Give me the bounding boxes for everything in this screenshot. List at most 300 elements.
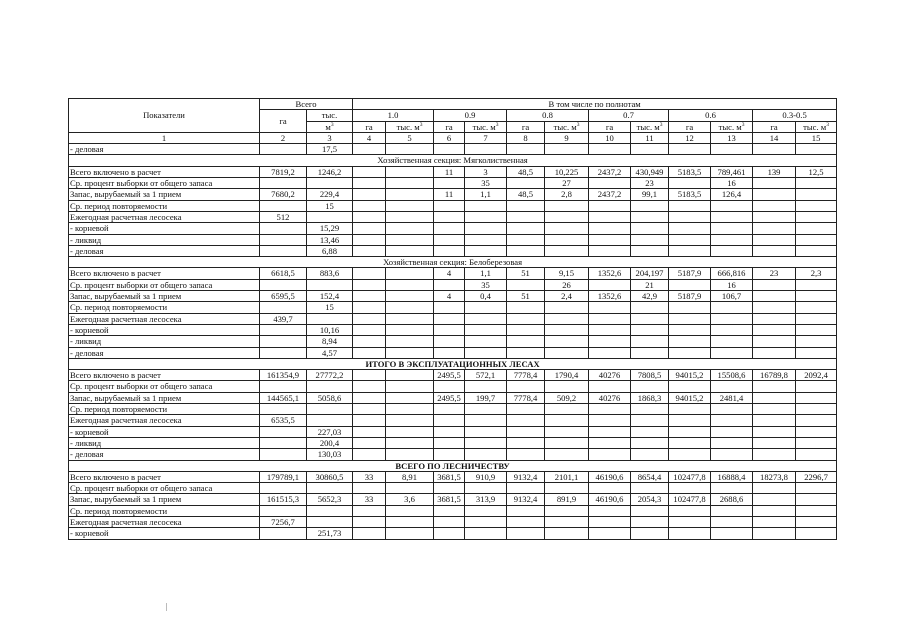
table-cell: 430,949 <box>631 166 669 177</box>
table-cell <box>753 178 796 189</box>
table-cell <box>545 347 589 358</box>
table-cell: 1246,2 <box>307 166 353 177</box>
table-cell <box>631 437 669 448</box>
table-row <box>69 291 837 302</box>
table-cell <box>669 313 711 324</box>
table-cell <box>545 483 589 494</box>
table-cell: 2092,4 <box>796 370 837 381</box>
table-cell <box>545 313 589 324</box>
table-cell <box>307 313 353 324</box>
table-cell <box>434 426 465 437</box>
table-cell <box>711 437 753 448</box>
table-cell <box>669 347 711 358</box>
row-label: Всего включено в расчет <box>69 268 260 279</box>
row-label: - корневой <box>69 528 260 539</box>
table-cell <box>353 404 386 415</box>
table-cell <box>796 505 837 516</box>
table-cell: 16 <box>711 279 753 290</box>
table-cell <box>631 449 669 460</box>
table-cell <box>353 200 386 211</box>
table-cell: 21 <box>631 279 669 290</box>
unit-ha-1: га <box>353 121 386 132</box>
table-cell <box>753 516 796 527</box>
table-cell <box>631 313 669 324</box>
table-cell <box>353 178 386 189</box>
table-cell <box>434 505 465 516</box>
table-cell <box>753 404 796 415</box>
table-cell: 15 <box>307 302 353 313</box>
table-cell <box>796 223 837 234</box>
table-cell <box>545 404 589 415</box>
table-cell <box>589 302 631 313</box>
table-row <box>69 223 837 234</box>
table-cell <box>669 336 711 347</box>
table-cell <box>545 449 589 460</box>
table-cell <box>386 483 434 494</box>
table-cell: 1352,6 <box>589 268 631 279</box>
table-cell <box>669 178 711 189</box>
table-cell: 2296,7 <box>796 471 837 482</box>
table-cell <box>545 211 589 222</box>
column-number: 5 <box>386 132 434 143</box>
unit-ha-3: га <box>507 121 545 132</box>
row-label: Запас, вырубаемый за 1 прием <box>69 189 260 200</box>
table-cell <box>669 144 711 155</box>
table-cell: 42,9 <box>631 291 669 302</box>
table-cell: 2054,3 <box>631 494 669 505</box>
table-cell: 5187,9 <box>669 268 711 279</box>
section-row <box>69 358 837 369</box>
table-cell: 891,9 <box>545 494 589 505</box>
table-cell <box>353 245 386 256</box>
table-cell <box>434 347 465 358</box>
table-cell <box>434 449 465 460</box>
table-cell <box>545 223 589 234</box>
table-cell <box>631 528 669 539</box>
table-cell <box>753 324 796 335</box>
table-cell <box>353 347 386 358</box>
table-cell <box>796 291 837 302</box>
table-cell <box>589 347 631 358</box>
table-cell: 94015,2 <box>669 370 711 381</box>
table-cell <box>434 381 465 392</box>
table-cell <box>589 245 631 256</box>
table-cell <box>711 223 753 234</box>
section-row <box>69 257 837 268</box>
table-cell: 1,1 <box>465 189 507 200</box>
table-cell <box>753 223 796 234</box>
table-cell: 15 <box>307 200 353 211</box>
table-cell <box>434 223 465 234</box>
table-cell <box>711 528 753 539</box>
table-cell <box>434 302 465 313</box>
table-cell <box>589 144 631 155</box>
table-cell: 102477,8 <box>669 471 711 482</box>
table-cell <box>260 426 307 437</box>
table-cell <box>631 324 669 335</box>
table-cell: 2688,6 <box>711 494 753 505</box>
table-cell <box>669 324 711 335</box>
table-cell: 48,5 <box>507 189 545 200</box>
table-cell <box>669 449 711 460</box>
header-density-4: 0.7 <box>589 110 669 121</box>
table-cell <box>386 211 434 222</box>
table-cell <box>669 381 711 392</box>
table-cell <box>434 144 465 155</box>
table-cell: 509,2 <box>545 392 589 403</box>
header-density-1: 1.0 <box>353 110 434 121</box>
table-cell <box>507 245 545 256</box>
table-cell <box>711 313 753 324</box>
table-cell <box>796 234 837 245</box>
table-cell <box>589 516 631 527</box>
table-cell <box>353 505 386 516</box>
table-cell <box>753 426 796 437</box>
table-cell <box>386 347 434 358</box>
table-cell <box>386 200 434 211</box>
table-cell: 6,88 <box>307 245 353 256</box>
table-row <box>69 211 837 222</box>
table-row <box>69 426 837 437</box>
row-label: - деловая <box>69 449 260 460</box>
table-cell <box>353 381 386 392</box>
table-cell: 3,6 <box>386 494 434 505</box>
table-cell <box>753 528 796 539</box>
table-cell: 40276 <box>589 370 631 381</box>
table-row <box>69 370 837 381</box>
table-cell <box>434 200 465 211</box>
table-cell: 12,5 <box>796 166 837 177</box>
unit-ha-5: га <box>669 121 711 132</box>
table-cell <box>307 279 353 290</box>
table-cell <box>796 516 837 527</box>
table-cell <box>796 415 837 426</box>
table-row <box>69 313 837 324</box>
table-cell: 6535,5 <box>260 415 307 426</box>
table-cell <box>753 381 796 392</box>
column-number: 15 <box>796 132 837 143</box>
table-cell: 0,4 <box>465 291 507 302</box>
table-cell <box>589 178 631 189</box>
table-cell <box>465 483 507 494</box>
table-cell <box>796 528 837 539</box>
table-cell <box>260 178 307 189</box>
table-cell <box>711 381 753 392</box>
column-number: 8 <box>507 132 545 143</box>
table-cell <box>711 426 753 437</box>
table-cell <box>669 279 711 290</box>
table-cell <box>353 483 386 494</box>
table-cell: 26 <box>545 279 589 290</box>
table-cell <box>386 449 434 460</box>
table-cell <box>465 516 507 527</box>
table-cell <box>353 268 386 279</box>
table-cell <box>386 381 434 392</box>
row-label: Ежегодная расчетная лесосека <box>69 415 260 426</box>
table-cell: 106,7 <box>711 291 753 302</box>
table-cell: 13,46 <box>307 234 353 245</box>
table-cell <box>465 302 507 313</box>
table-cell: 161515,3 <box>260 494 307 505</box>
table-cell <box>545 528 589 539</box>
table-cell <box>669 223 711 234</box>
table-cell: 3681,5 <box>434 471 465 482</box>
table-cell <box>753 189 796 200</box>
table-cell <box>260 223 307 234</box>
table-cell <box>434 336 465 347</box>
table-cell <box>260 449 307 460</box>
table-cell: 11 <box>434 189 465 200</box>
table-cell: 2481,4 <box>711 392 753 403</box>
header-density-5: 0.6 <box>669 110 753 121</box>
table-cell <box>669 302 711 313</box>
table-cell <box>507 437 545 448</box>
table-cell: 10,225 <box>545 166 589 177</box>
table-cell <box>507 279 545 290</box>
page-mark <box>166 603 170 611</box>
table-cell <box>465 404 507 415</box>
table-cell: 11 <box>434 166 465 177</box>
table-cell <box>631 426 669 437</box>
row-label: Ср. период повторяемости <box>69 505 260 516</box>
table-cell <box>465 200 507 211</box>
table-cell: 15508,6 <box>711 370 753 381</box>
table-cell <box>631 483 669 494</box>
table-cell <box>545 144 589 155</box>
table-cell <box>434 211 465 222</box>
table-cell: 16789,8 <box>753 370 796 381</box>
table-cell <box>465 347 507 358</box>
table-row <box>69 415 837 426</box>
table-cell <box>386 223 434 234</box>
table-cell <box>631 516 669 527</box>
table-cell: 33 <box>353 494 386 505</box>
table-cell <box>386 166 434 177</box>
table-cell <box>796 302 837 313</box>
table-cell: 199,7 <box>465 392 507 403</box>
table-cell: 666,816 <box>711 268 753 279</box>
table-cell: 2,4 <box>545 291 589 302</box>
table-cell <box>711 347 753 358</box>
table-cell: 2,8 <box>545 189 589 200</box>
table-cell: 15,29 <box>307 223 353 234</box>
table-cell <box>260 381 307 392</box>
table-cell <box>434 437 465 448</box>
table-cell: 8,94 <box>307 336 353 347</box>
table-cell <box>631 302 669 313</box>
table-cell: 2101,1 <box>545 471 589 482</box>
table-cell <box>631 223 669 234</box>
table-row <box>69 144 837 155</box>
table-cell <box>669 505 711 516</box>
table-cell <box>589 437 631 448</box>
table-row <box>69 494 837 505</box>
table-cell: 40276 <box>589 392 631 403</box>
table-cell <box>353 279 386 290</box>
table-cell: 126,4 <box>711 189 753 200</box>
table-cell <box>260 200 307 211</box>
table-cell <box>386 302 434 313</box>
table-cell: 16 <box>711 178 753 189</box>
table-cell <box>711 245 753 256</box>
table-cell <box>465 426 507 437</box>
table-cell <box>796 392 837 403</box>
table-cell <box>307 178 353 189</box>
table-cell <box>386 144 434 155</box>
section-heading: Хозяйственная секция: Мягколиственная <box>69 155 837 166</box>
row-label: - деловая <box>69 347 260 358</box>
table-cell <box>589 483 631 494</box>
table-cell <box>753 494 796 505</box>
table-cell <box>669 415 711 426</box>
table-cell <box>545 234 589 245</box>
totals-heading: ИТОГО В ЭКСПЛУАТАЦИОННЫХ ЛЕСАХ <box>69 358 837 369</box>
table-cell <box>669 245 711 256</box>
table-cell: 35 <box>465 279 507 290</box>
table-cell <box>434 483 465 494</box>
table-cell <box>545 381 589 392</box>
table-cell <box>796 178 837 189</box>
table-cell <box>507 426 545 437</box>
table-cell <box>796 494 837 505</box>
table-cell <box>434 404 465 415</box>
table-cell: 3 <box>465 166 507 177</box>
table-cell <box>753 279 796 290</box>
table-cell <box>796 200 837 211</box>
table-cell <box>589 404 631 415</box>
table-cell: 1790,4 <box>545 370 589 381</box>
table-cell <box>307 415 353 426</box>
row-label: Запас, вырубаемый за 1 прием <box>69 392 260 403</box>
table-cell: 9132,4 <box>507 494 545 505</box>
table-cell: 1352,6 <box>589 291 631 302</box>
table-cell: 2495,5 <box>434 392 465 403</box>
table-cell <box>753 437 796 448</box>
table-row <box>69 324 837 335</box>
section-row <box>69 155 837 166</box>
table-cell <box>507 505 545 516</box>
table-cell <box>507 528 545 539</box>
row-label: Всего включено в расчет <box>69 471 260 482</box>
table-cell <box>711 483 753 494</box>
table-cell <box>507 313 545 324</box>
table-cell: 9,15 <box>545 268 589 279</box>
table-cell <box>589 234 631 245</box>
row-label: - ликвид <box>69 437 260 448</box>
table-cell <box>796 211 837 222</box>
table-cell <box>711 302 753 313</box>
table-cell <box>353 370 386 381</box>
table-cell <box>753 415 796 426</box>
table-cell <box>260 302 307 313</box>
table-cell <box>353 426 386 437</box>
header-total-thous: тыс. <box>307 110 353 121</box>
table-cell <box>753 336 796 347</box>
table-cell: 23 <box>753 268 796 279</box>
table-row <box>69 200 837 211</box>
table-cell: 7680,2 <box>260 189 307 200</box>
table-row <box>69 336 837 347</box>
table-cell <box>386 426 434 437</box>
table-cell <box>753 313 796 324</box>
row-label: Всего включено в расчет <box>69 166 260 177</box>
table-cell <box>631 336 669 347</box>
table-cell <box>711 211 753 222</box>
table-cell <box>353 449 386 460</box>
table-cell <box>507 516 545 527</box>
table-cell: 4,57 <box>307 347 353 358</box>
column-number: 12 <box>669 132 711 143</box>
table-cell: 4 <box>434 268 465 279</box>
table-cell: 2437,2 <box>589 189 631 200</box>
column-number: 6 <box>434 132 465 143</box>
table-row <box>69 437 837 448</box>
table-cell: 17,5 <box>307 144 353 155</box>
table-cell: 227,03 <box>307 426 353 437</box>
table-row <box>69 245 837 256</box>
table-cell: 8654,4 <box>631 471 669 482</box>
row-label: Запас, вырубаемый за 1 прием <box>69 291 260 302</box>
table-cell <box>386 516 434 527</box>
row-label: - корневой <box>69 426 260 437</box>
table-cell <box>753 483 796 494</box>
table-cell <box>631 505 669 516</box>
column-number: 9 <box>545 132 589 143</box>
table-cell <box>353 324 386 335</box>
table-cell: 152,4 <box>307 291 353 302</box>
table-cell: 5652,3 <box>307 494 353 505</box>
table-cell: 5187,9 <box>669 291 711 302</box>
table-cell <box>669 211 711 222</box>
table-cell <box>796 279 837 290</box>
table-cell: 1,1 <box>465 268 507 279</box>
table-row <box>69 483 837 494</box>
table-cell <box>589 279 631 290</box>
header-row-1 <box>69 99 837 110</box>
row-label: Ежегодная расчетная лесосека <box>69 516 260 527</box>
table-cell <box>260 404 307 415</box>
table-cell <box>631 144 669 155</box>
table-cell <box>796 144 837 155</box>
table-cell: 179789,1 <box>260 471 307 482</box>
table-cell <box>631 404 669 415</box>
table-cell <box>260 528 307 539</box>
table-cell <box>465 437 507 448</box>
table-cell <box>386 528 434 539</box>
unit-thous-m3-1: тыс. $м^3$ <box>386 121 434 132</box>
table-cell <box>260 483 307 494</box>
table-cell <box>507 200 545 211</box>
table-row <box>69 178 837 189</box>
table-cell <box>753 449 796 460</box>
table-cell <box>260 324 307 335</box>
table-cell <box>589 415 631 426</box>
table-cell <box>353 291 386 302</box>
table-cell <box>753 234 796 245</box>
table-row <box>69 279 837 290</box>
table-cell <box>386 505 434 516</box>
table-cell <box>589 211 631 222</box>
table-cell <box>589 528 631 539</box>
table-cell <box>711 234 753 245</box>
row-label: Всего включено в расчет <box>69 370 260 381</box>
table-cell <box>434 178 465 189</box>
table-cell <box>386 189 434 200</box>
table-cell <box>545 200 589 211</box>
table-cell <box>434 313 465 324</box>
table-cell: 5058,6 <box>307 392 353 403</box>
column-number: 10 <box>589 132 631 143</box>
